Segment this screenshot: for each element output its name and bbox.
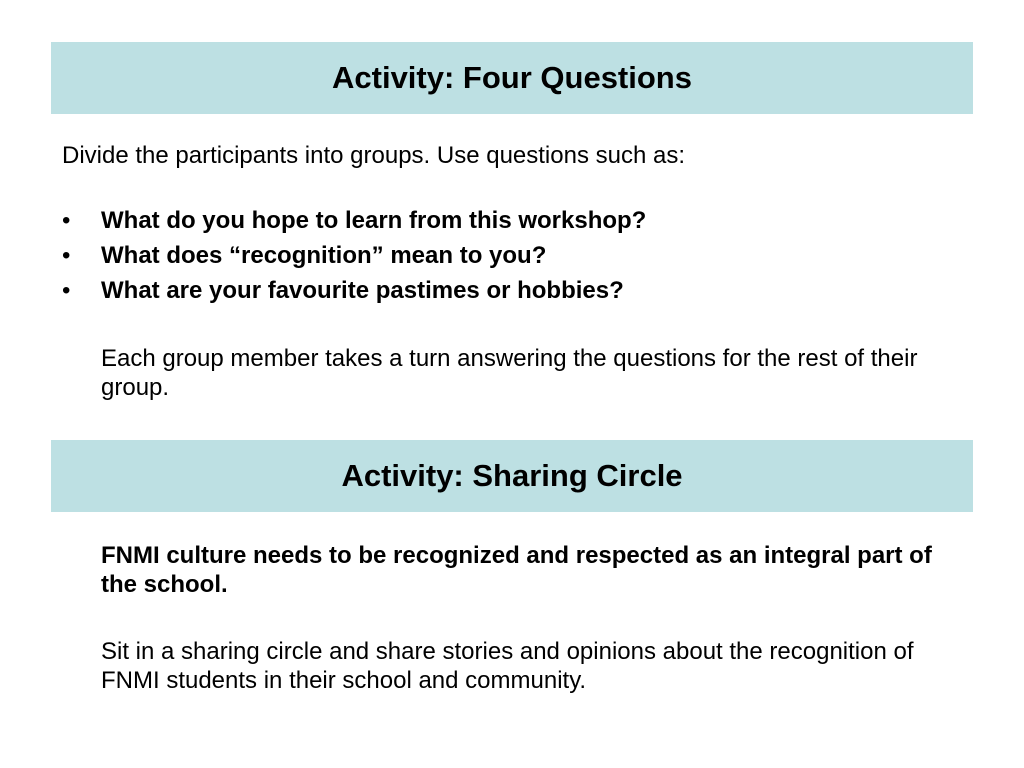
statement-paragraph: FNMI culture needs to be recognized and respected as an integral part of the school. [101, 542, 932, 598]
question-text: What are your favourite pastimes or hobbies? [101, 277, 624, 304]
list-item [62, 241, 962, 276]
list-item [62, 206, 962, 241]
bullet-icon: • [62, 242, 71, 269]
section-title: Activity: Four Questions [332, 60, 692, 95]
question-text: What does “recognition” mean to you? [101, 242, 547, 269]
instruction-paragraph: Sit in a sharing circle and share stories and opinions about the recognition of FNMI students in their school and community. [101, 638, 914, 694]
intro-text: Divide the participants into groups. Use questions such as: [62, 142, 686, 169]
section-header-sharing-circle [51, 440, 973, 512]
list-item [62, 276, 962, 311]
bullet-icon: • [62, 277, 71, 304]
instruction-paragraph: Each group member takes a turn answering the questions for the rest of their group. [101, 345, 918, 401]
question-text: What do you hope to learn from this workshop? [101, 207, 647, 234]
bullet-icon: • [62, 207, 71, 234]
section-title: Activity: Sharing Circle [341, 458, 683, 493]
question-list [62, 206, 962, 311]
section-header-four-questions [51, 42, 973, 114]
